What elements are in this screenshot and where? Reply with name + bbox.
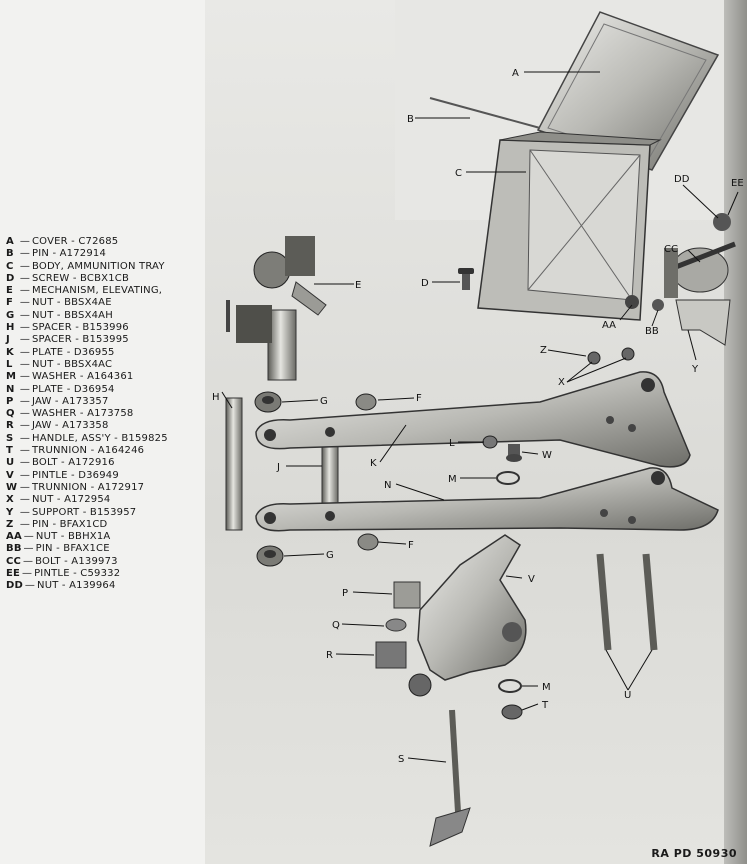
legend-text: HANDLE, ASS'Y - B159825 xyxy=(32,432,168,444)
legend-separator: — xyxy=(23,531,34,543)
legend-row xyxy=(6,297,206,309)
legend-key: Y xyxy=(6,506,14,518)
legend-separator: — xyxy=(24,580,36,592)
callout-w: W xyxy=(542,450,552,461)
legend-text: BODY, AMMUNITION TRAY xyxy=(32,260,165,272)
trunnion-t-part xyxy=(502,705,522,719)
bolt-u-part xyxy=(600,554,654,650)
legend-row xyxy=(6,519,206,531)
legend-separator: — xyxy=(19,432,31,444)
legend-row xyxy=(6,322,206,334)
washer-m-lower-part xyxy=(499,680,521,692)
callout-g-lower: G xyxy=(326,550,334,561)
legend-row xyxy=(6,470,206,482)
callout-bb: BB xyxy=(645,326,659,337)
legend-key: EE xyxy=(6,568,21,580)
callout-m-upper: M xyxy=(448,474,457,485)
legend-key: N xyxy=(6,383,15,395)
callout-f-lower: F xyxy=(408,540,414,551)
legend-key: F xyxy=(6,297,14,309)
pin-part xyxy=(430,98,540,128)
legend-key: T xyxy=(6,445,14,457)
legend-text: SPACER - B153995 xyxy=(32,334,129,346)
callout-e: E xyxy=(355,280,362,291)
legend-key: X xyxy=(6,494,14,506)
legend-separator: — xyxy=(19,494,31,506)
legend-separator: — xyxy=(19,469,31,481)
legend-row xyxy=(6,445,206,457)
legend-text: PIN - BFAX1CE xyxy=(35,543,110,555)
legend-key: Q xyxy=(6,408,15,420)
legend-key: D xyxy=(6,272,15,284)
legend-row xyxy=(6,384,206,396)
legend-separator: — xyxy=(19,383,31,395)
nut-f-lower-part xyxy=(358,534,378,550)
legend-separator: — xyxy=(19,371,31,383)
legend-key: G xyxy=(6,309,15,321)
legend-key: S xyxy=(6,432,14,444)
legend-row xyxy=(6,543,206,555)
elevating-mechanism-part xyxy=(228,236,326,380)
legend-row xyxy=(6,531,206,543)
legend-separator: — xyxy=(19,518,31,530)
legend-row xyxy=(6,580,206,592)
callout-g-upper: G xyxy=(320,396,328,407)
legend-row xyxy=(6,273,206,285)
callout-q: Q xyxy=(332,620,340,631)
callout-dd: DD xyxy=(674,174,690,185)
plate-identifier: RA PD 50930 xyxy=(651,847,737,860)
legend-row xyxy=(6,310,206,322)
legend-separator: — xyxy=(19,395,31,407)
legend-text: PIN - A172914 xyxy=(32,248,107,260)
legend-text: NUT - BBSX4AE xyxy=(32,297,112,309)
legend-key: AA xyxy=(6,531,22,543)
legend-text: PIN - BFAX1CD xyxy=(32,518,108,530)
legend-text: SPACER - B153996 xyxy=(32,322,129,334)
legend-row xyxy=(6,494,206,506)
callout-h: H xyxy=(212,392,220,403)
legend-text: NUT - A172954 xyxy=(32,494,111,506)
legend-separator: — xyxy=(19,481,31,493)
legend-text: NUT - A139964 xyxy=(37,580,116,592)
nut-g-lower-part xyxy=(257,546,283,566)
callout-v: V xyxy=(528,574,535,585)
legend-key: A xyxy=(6,236,14,247)
legend-row xyxy=(6,236,206,248)
callout-p: P xyxy=(342,588,349,599)
callout-k: K xyxy=(370,458,377,469)
nut-x-part xyxy=(588,348,634,364)
jaw-p-part xyxy=(394,582,420,608)
callout-j: J xyxy=(277,462,280,473)
legend-key: BB xyxy=(6,543,22,555)
jaw-r-part xyxy=(376,642,406,668)
legend-separator: — xyxy=(19,248,31,260)
legend-row xyxy=(6,371,206,383)
legend-text: PINTLE - D36949 xyxy=(32,469,119,481)
legend-row xyxy=(6,433,206,445)
legend-key: J xyxy=(6,334,10,346)
legend-text: WASHER - A173758 xyxy=(32,408,134,420)
legend-separator: — xyxy=(19,334,31,346)
legend-text: MECHANISM, ELEVATING, xyxy=(32,285,163,297)
legend-separator: — xyxy=(19,322,31,334)
legend-text: PINTLE - C59332 xyxy=(34,568,121,580)
callout-ee: EE xyxy=(731,178,744,189)
legend-separator: — xyxy=(19,457,31,469)
legend-separator: — xyxy=(23,543,34,555)
handle-s-part xyxy=(430,710,470,846)
nut-g-upper-part xyxy=(255,392,281,412)
plate-k-part xyxy=(256,372,690,467)
legend-key: H xyxy=(6,322,15,334)
legend-key: Z xyxy=(6,518,14,530)
legend-key: U xyxy=(6,457,15,469)
legend-separator: — xyxy=(22,555,34,567)
legend-separator: — xyxy=(19,346,31,358)
legend-text: TRUNNION - A164246 xyxy=(32,445,145,457)
callout-r: R xyxy=(326,650,333,661)
legend-text: SCREW - BCBX1CB xyxy=(32,272,130,284)
legend-text: WASHER - A164361 xyxy=(32,371,134,383)
legend-key: W xyxy=(6,481,18,493)
screw-part xyxy=(458,268,474,290)
legend-row xyxy=(6,285,206,297)
legend-text: PLATE - D36955 xyxy=(32,346,115,358)
legend-separator: — xyxy=(19,297,31,309)
legend-text: JAW - A173358 xyxy=(32,420,109,432)
legend-row xyxy=(6,248,206,260)
legend-key: K xyxy=(6,346,14,358)
parts-legend xyxy=(6,236,206,593)
nut-f-upper-part xyxy=(356,394,376,410)
legend-row xyxy=(6,408,206,420)
legend-separator: — xyxy=(19,420,31,432)
legend-row xyxy=(6,482,206,494)
callout-n: N xyxy=(384,480,392,491)
callout-l: L xyxy=(449,438,455,449)
legend-key: L xyxy=(6,358,13,370)
callout-t: T xyxy=(542,700,549,711)
legend-separator: — xyxy=(19,285,31,297)
legend-text: COVER - C72685 xyxy=(32,236,119,247)
legend-text: JAW - A173357 xyxy=(32,395,109,407)
legend-key: B xyxy=(6,248,14,260)
callout-f-upper: F xyxy=(416,393,422,404)
legend-row xyxy=(6,396,206,408)
legend-key: M xyxy=(6,371,17,383)
legend-text: NUT - BBSX4AH xyxy=(32,309,113,321)
legend-row xyxy=(6,507,206,519)
legend-key: CC xyxy=(6,555,22,567)
washer-q-part xyxy=(386,619,406,631)
callout-c: C xyxy=(455,168,462,179)
nut-l-part xyxy=(483,436,497,448)
pintle-v-part xyxy=(409,535,526,696)
callout-y: Y xyxy=(692,364,699,375)
callout-z: Z xyxy=(540,345,547,356)
legend-key: V xyxy=(6,469,14,481)
legend-separator: — xyxy=(19,260,31,272)
callout-s: S xyxy=(398,754,405,765)
legend-separator: — xyxy=(19,236,31,247)
ammunition-tray-body-part xyxy=(478,132,660,320)
callout-x: X xyxy=(558,377,565,388)
legend-key: C xyxy=(6,260,14,272)
legend-separator: — xyxy=(19,445,31,457)
legend-row xyxy=(6,261,206,273)
legend-text: NUT - BBHX1A xyxy=(35,531,111,543)
legend-row xyxy=(6,420,206,432)
legend-text: PLATE - D36954 xyxy=(32,383,115,395)
legend-separator: — xyxy=(19,506,31,518)
legend-separator: — xyxy=(21,568,33,580)
legend-row xyxy=(6,568,206,580)
spacer-h-part xyxy=(226,398,242,530)
legend-text: NUT - BBSX4AC xyxy=(32,358,113,370)
legend-text: TRUNNION - A172917 xyxy=(32,481,145,493)
legend-key: R xyxy=(6,420,14,432)
legend-key: P xyxy=(6,395,14,407)
callout-d: D xyxy=(421,278,429,289)
legend-separator: — xyxy=(19,272,31,284)
callout-cc: CC xyxy=(664,244,678,255)
legend-key: E xyxy=(6,285,14,297)
callout-aa: AA xyxy=(602,320,616,331)
legend-separator: — xyxy=(19,408,31,420)
legend-row xyxy=(6,359,206,371)
legend-text: SUPPORT - B153957 xyxy=(32,506,137,518)
washer-m-upper-part xyxy=(497,472,519,484)
callout-u: U xyxy=(624,690,632,701)
legend-key: DD xyxy=(6,580,24,592)
callout-b: B xyxy=(407,114,414,125)
legend-row xyxy=(6,334,206,346)
legend-row xyxy=(6,556,206,568)
legend-separator: — xyxy=(19,358,31,370)
legend-text: BOLT - A172916 xyxy=(32,457,115,469)
callout-m-lower: M xyxy=(542,682,551,693)
legend-separator: — xyxy=(19,309,31,321)
trunnion-w-part xyxy=(506,444,522,462)
legend-row xyxy=(6,457,206,469)
legend-text: BOLT - A139973 xyxy=(35,555,118,567)
legend-row xyxy=(6,347,206,359)
callout-a: A xyxy=(512,68,519,79)
